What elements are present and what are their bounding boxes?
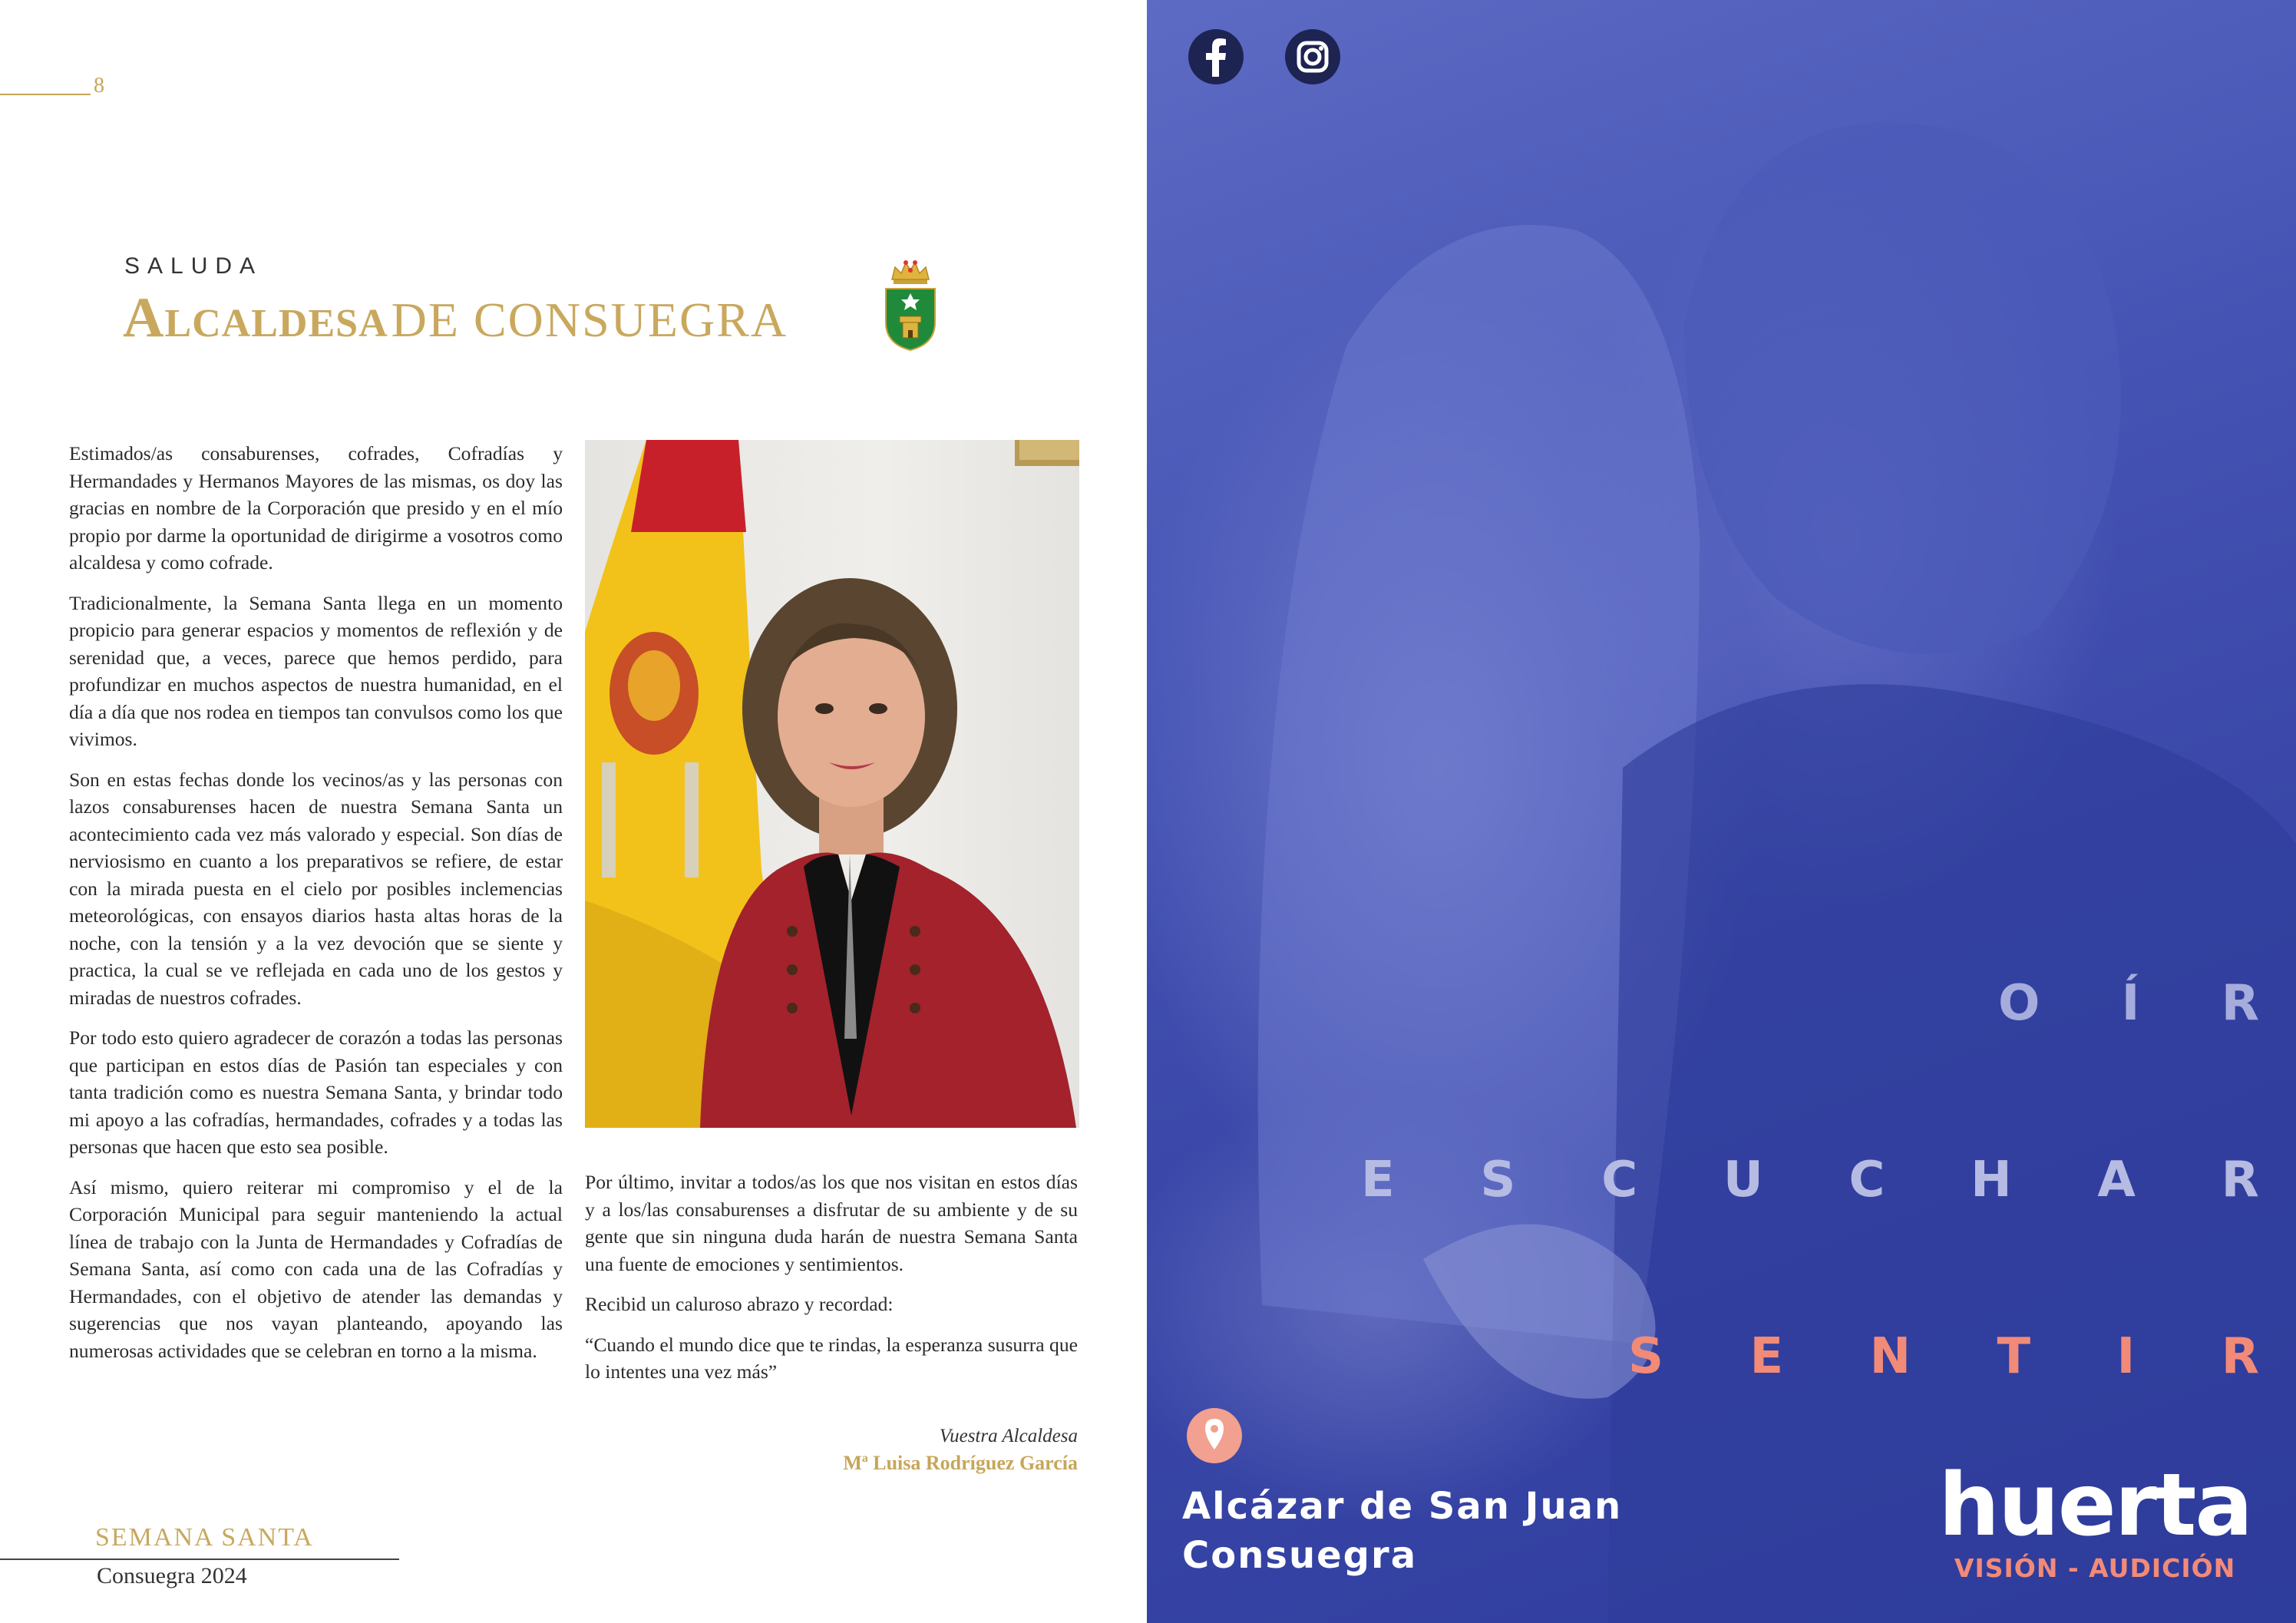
brand-name: huerta [1938,1456,2251,1555]
mayor-portrait-photo [585,440,1079,1128]
advertisement-page [1147,0,2296,1623]
letter-body-left [69,440,563,1377]
letter: C [1848,1152,1885,1208]
letter: O [1998,975,2040,1032]
paragraph: Así mismo, quiero reiterar mi compromiso y el de la Corporación Municipal para seguir manteniendo la actual línea de trabajo con la Junta de Hermandades y Cofradías de Semana Santa, así como con cada una de las Cofradías y Hermandades, con el objetivo de atender las demandas y sugerencias que nos vayan planteando, apoyando las numerosas actividades que se celebran en torno a la misma. [69,1175,563,1362]
tagline-sentir [1628,1328,2259,1385]
portrait-illustration [585,440,1079,1128]
brand-tagline: VISIÓN - AUDICIÓN [1954,1553,2236,1583]
letter-body-right [585,1168,1078,1399]
instagram-icon[interactable] [1285,29,1340,84]
signature-name: Mª Luisa Rodríguez García [843,1452,1078,1474]
consuegra-coat-of-arms-icon [883,258,938,352]
signature-role: Vuestra Alcaldesa [939,1426,1078,1446]
letter: U [1723,1152,1763,1208]
letter: R [2221,975,2259,1032]
letter: C [1601,1152,1638,1208]
paragraph: Tradicionalmente, la Semana Santa llega en un momento propicio para generar espacios y momentos de reflexión y de serenidad que, a veces, parece que hemos perdido, para profundizar en muchos aspectos de nuestra humanidad, en el día a día que nos rodea en tiempos tan convulsos como los que vivimos. [69,591,563,750]
brand-logo [1938,1456,2251,1583]
left-page [0,0,1147,1623]
letter: T [1997,1328,2031,1385]
letter: Í [2121,975,2140,1032]
saluda-kicker: SALUDA [124,253,263,279]
location-line: Consuegra [1182,1534,1418,1577]
location-pin-icon [1187,1408,1242,1463]
letter: R [2221,1152,2259,1208]
location-line: Alcázar de San Juan [1182,1485,1623,1528]
tagline-escuchar [1361,1152,2259,1208]
quote-paragraph: “Cuando el mundo dice que te rindas, la esperanza susurra que lo intentes una vez más” [585,1333,1078,1383]
footer-title: SEMANA SANTA [95,1523,314,1552]
tagline-oir [1998,975,2259,1032]
letter: E [1361,1152,1395,1208]
page-number: 8 [94,74,104,98]
footer-subtitle: Consuegra 2024 [97,1563,247,1588]
paragraph: Recibid un caluroso abrazo y recordad: [585,1293,894,1315]
paragraph: Son en estas fechas donde los vecinos/as y las personas con lazos consaburenses hacen de nuestra Semana Santa un acontecimiento cada vez más valorado y especial. Son días de nerviosismo en cuanto a los preparativos se refiere, de estar con la mirada puesta en el cielo por posibles inclemencias meteorológicas, con ensayos diarios hasta altas horas de la noche, con la tensión y a la vez devoción que se siente y practica, la cual se ve reflejada en cada uno de los gestos y miradas de nuestros cofrades. [69,768,563,1009]
footer-rule [0,1559,399,1560]
letter: A [2097,1152,2136,1208]
folio-line [0,94,91,95]
paragraph: Por último, invitar a todos/as los que nos visitan en estos días y a los/las consaburenses a disfrutar de su ambiente y de su gente que sin ninguna duda harán de nuestra Semana Santa una fuente de emociones y sentimientos. [585,1171,1078,1275]
paragraph: Estimados/as consaburenses, cofrades, Cofradías y Hermandades y Hermanos Mayores de las mismas, os doy las gracias en nombre de la Corporación que presido y en el mío propio por darme la oportunidad de dirigirme a vosotros como alcaldesa y como cofrade. [69,442,563,574]
facebook-icon[interactable] [1188,29,1244,84]
title-light: DE CONSUEGRA [391,293,788,347]
letter: I [2116,1328,2136,1385]
letter: S [1480,1152,1516,1208]
page-title [123,286,788,351]
letter: H [1971,1152,2012,1208]
letter: S [1628,1328,1664,1385]
letter: R [2221,1328,2259,1385]
paragraph: Por todo esto quiero agradecer de corazón a todas las personas que participan en estos días de Pasión tan especiales y con tanta tradición como es nuestra Semana Santa, y brindar todo mi apoyo a las cofradías, hermandades, cofrades y a todas las personas que hacen que esto sea posible. [69,1026,563,1158]
locations [1182,1482,1622,1580]
letter: N [1869,1328,1911,1385]
letter: E [1749,1328,1784,1385]
title-bold: Alcaldesa [123,286,388,349]
